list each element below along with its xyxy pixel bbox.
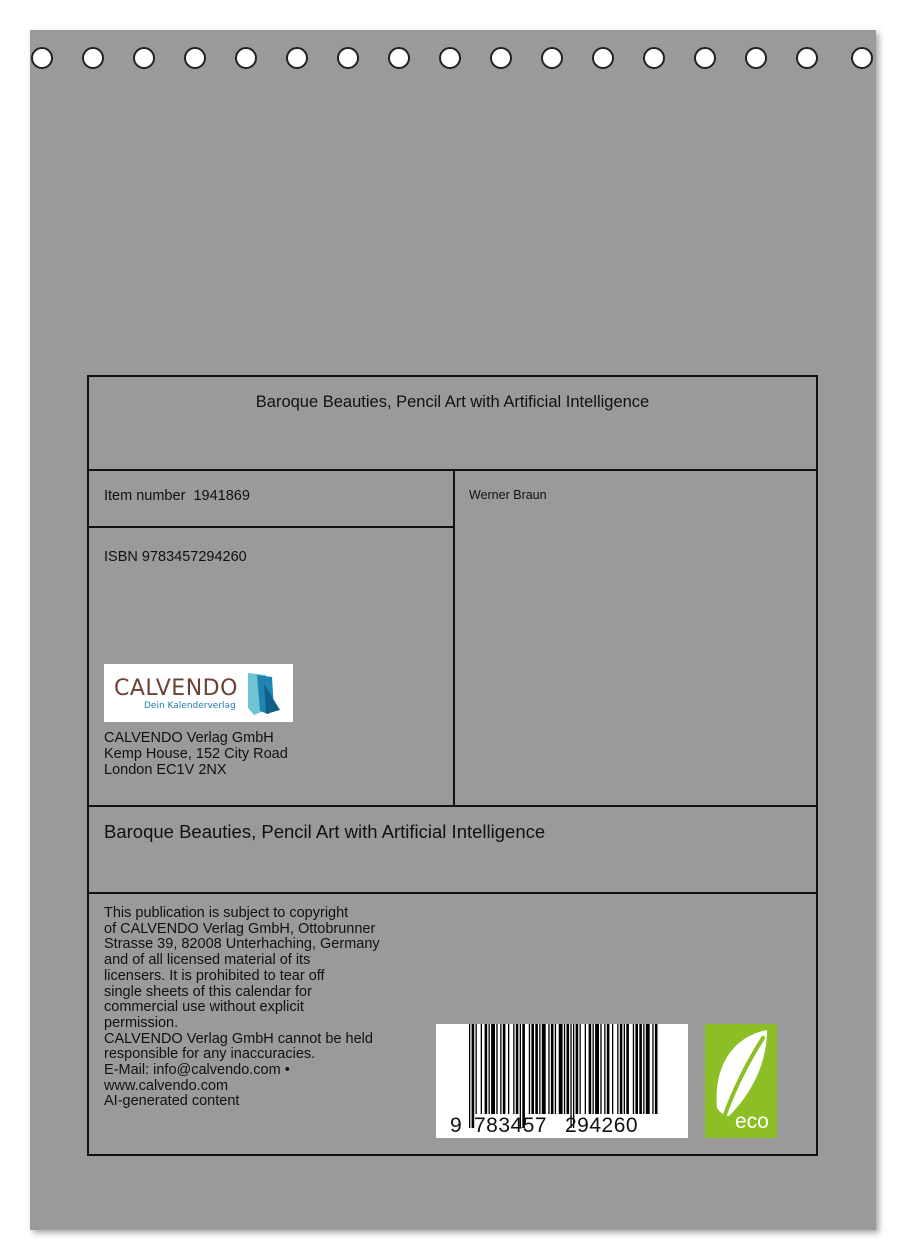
publisher-address-line1: Kemp House, 152 City Road: [104, 746, 288, 762]
binding-hole: [694, 47, 716, 69]
barcode-bar: [513, 1024, 514, 1114]
binding-hole: [592, 47, 614, 69]
title-box: [87, 375, 818, 471]
author-box: [453, 469, 818, 807]
binding-hole: [745, 47, 767, 69]
barcode-bar: [567, 1024, 570, 1114]
barcode-bar: [589, 1024, 592, 1114]
legal-line: and of all licensed material of its: [104, 952, 311, 969]
barcode-digit-first: 9: [450, 1114, 462, 1137]
legal-line: E-Mail: info@calvendo.com •: [104, 1062, 290, 1079]
barcode-bar: [481, 1024, 482, 1114]
barcode-bar: [612, 1024, 613, 1114]
barcode-bar: [573, 1024, 574, 1128]
publisher-name: CALVENDO Verlag GmbH: [104, 730, 274, 746]
barcode-bar: [508, 1024, 509, 1114]
binding-hole: [133, 47, 155, 69]
barcode-bar: [639, 1024, 642, 1114]
eco-badge: [705, 1024, 777, 1138]
barcode-digits-right: 294260: [565, 1114, 639, 1137]
legal-text: [104, 906, 380, 1110]
barcode-bar: [555, 1024, 556, 1114]
header-title: Baroque Beauties, Pencil Art with Artificial Intelligence: [255, 393, 650, 411]
barcode-bar: [542, 1024, 546, 1114]
binding-hole: [235, 47, 257, 69]
legal-line: AI-generated content: [104, 1093, 240, 1110]
barcode-bar: [600, 1024, 601, 1114]
barcode-bar: [620, 1024, 623, 1114]
barcode-bar: [617, 1024, 618, 1114]
barcode-bar: [503, 1024, 506, 1114]
barcode-bar: [604, 1024, 605, 1114]
binding-hole: [337, 47, 359, 69]
isbn-barcode: [436, 1024, 688, 1138]
svg-text:Dein Kalenderverlag: Dein Kalenderverlag: [144, 701, 236, 711]
barcode-bar: [539, 1024, 540, 1114]
binding-hole: [286, 47, 308, 69]
barcode-bar: [485, 1024, 488, 1114]
publisher-address: [104, 730, 288, 778]
barcode-bar: [585, 1024, 586, 1114]
barcode-bar: [580, 1024, 581, 1114]
calvendo-logo-mark: [104, 664, 293, 722]
isbn: ISBN 9783457294260: [104, 549, 247, 565]
barcode-bar: [564, 1024, 565, 1114]
barcode-bar: [551, 1024, 554, 1114]
svg-text:CALVENDO: CALVENDO: [114, 676, 238, 701]
author-name: Werner Braun: [469, 488, 547, 502]
binding-hole: [82, 47, 104, 69]
barcode-bar: [655, 1024, 658, 1114]
barcode-bar: [595, 1024, 599, 1114]
barcode-bar: [476, 1024, 477, 1114]
barcode-bar: [633, 1024, 634, 1114]
subtitle-box: [87, 805, 818, 894]
barcode-bar: [548, 1024, 549, 1114]
binding-hole: [851, 47, 873, 69]
barcode-bar: [576, 1024, 579, 1114]
publisher-address-line2: London EC1V 2NX: [104, 762, 227, 778]
binding-hole: [31, 47, 53, 69]
barcode-bar: [593, 1024, 594, 1114]
legal-line: www.calvendo.com: [104, 1077, 229, 1094]
barcode-bar: [559, 1024, 563, 1114]
legal-line: commercial use without explicit: [104, 999, 304, 1016]
barcode-bar: [489, 1024, 490, 1114]
legal-line: Strasse 39, 82008 Unterhaching, Germany: [104, 936, 380, 953]
item-number: Item number 1941869: [104, 488, 250, 504]
barcode-bar: [522, 1024, 525, 1128]
barcode-bar: [535, 1024, 538, 1114]
eco-label: eco: [735, 1110, 769, 1133]
binding-hole: [643, 47, 665, 69]
barcode-bar: [652, 1024, 653, 1114]
binding-hole: [541, 47, 563, 69]
legal-line: single sheets of this calendar for: [104, 983, 312, 1000]
barcode-bar: [646, 1024, 650, 1114]
barcode-bar: [520, 1024, 521, 1128]
barcode-bar: [516, 1024, 519, 1114]
binding-hole: [796, 47, 818, 69]
binding-hole: [490, 47, 512, 69]
binding-hole: [388, 47, 410, 69]
barcode-bar: [635, 1024, 638, 1114]
calvendo-logo: [104, 664, 293, 722]
barcode-bar: [529, 1024, 530, 1114]
legal-line: of CALVENDO Verlag GmbH, Ottobrunner: [104, 920, 376, 937]
binding-hole: [439, 47, 461, 69]
barcode-bar: [472, 1024, 475, 1128]
legal-line: CALVENDO Verlag GmbH cannot be held: [104, 1030, 373, 1047]
legal-line: responsible for any inaccuracies.: [104, 1046, 316, 1063]
barcode-bar: [491, 1024, 495, 1114]
barcode-bar: [496, 1024, 497, 1114]
legal-line: licensers. It is prohibited to tear off: [104, 967, 325, 984]
legal-line: This publication is subject to copyright: [104, 905, 349, 921]
binding-hole: [184, 47, 206, 69]
legal-line: permission.: [104, 1014, 179, 1031]
barcode-bar: [624, 1024, 625, 1114]
barcode-bar: [469, 1024, 470, 1128]
barcode-bar: [607, 1024, 610, 1114]
subtitle-title: Baroque Beauties, Pencil Art with Artificial Intelligence: [104, 821, 546, 842]
barcode-bar: [570, 1024, 571, 1128]
barcode-bar: [643, 1024, 644, 1114]
barcode-bar: [626, 1024, 629, 1114]
barcode-digits-left: 783457: [474, 1114, 548, 1137]
barcode-bar: [531, 1024, 534, 1114]
barcode-bar: [500, 1024, 501, 1114]
